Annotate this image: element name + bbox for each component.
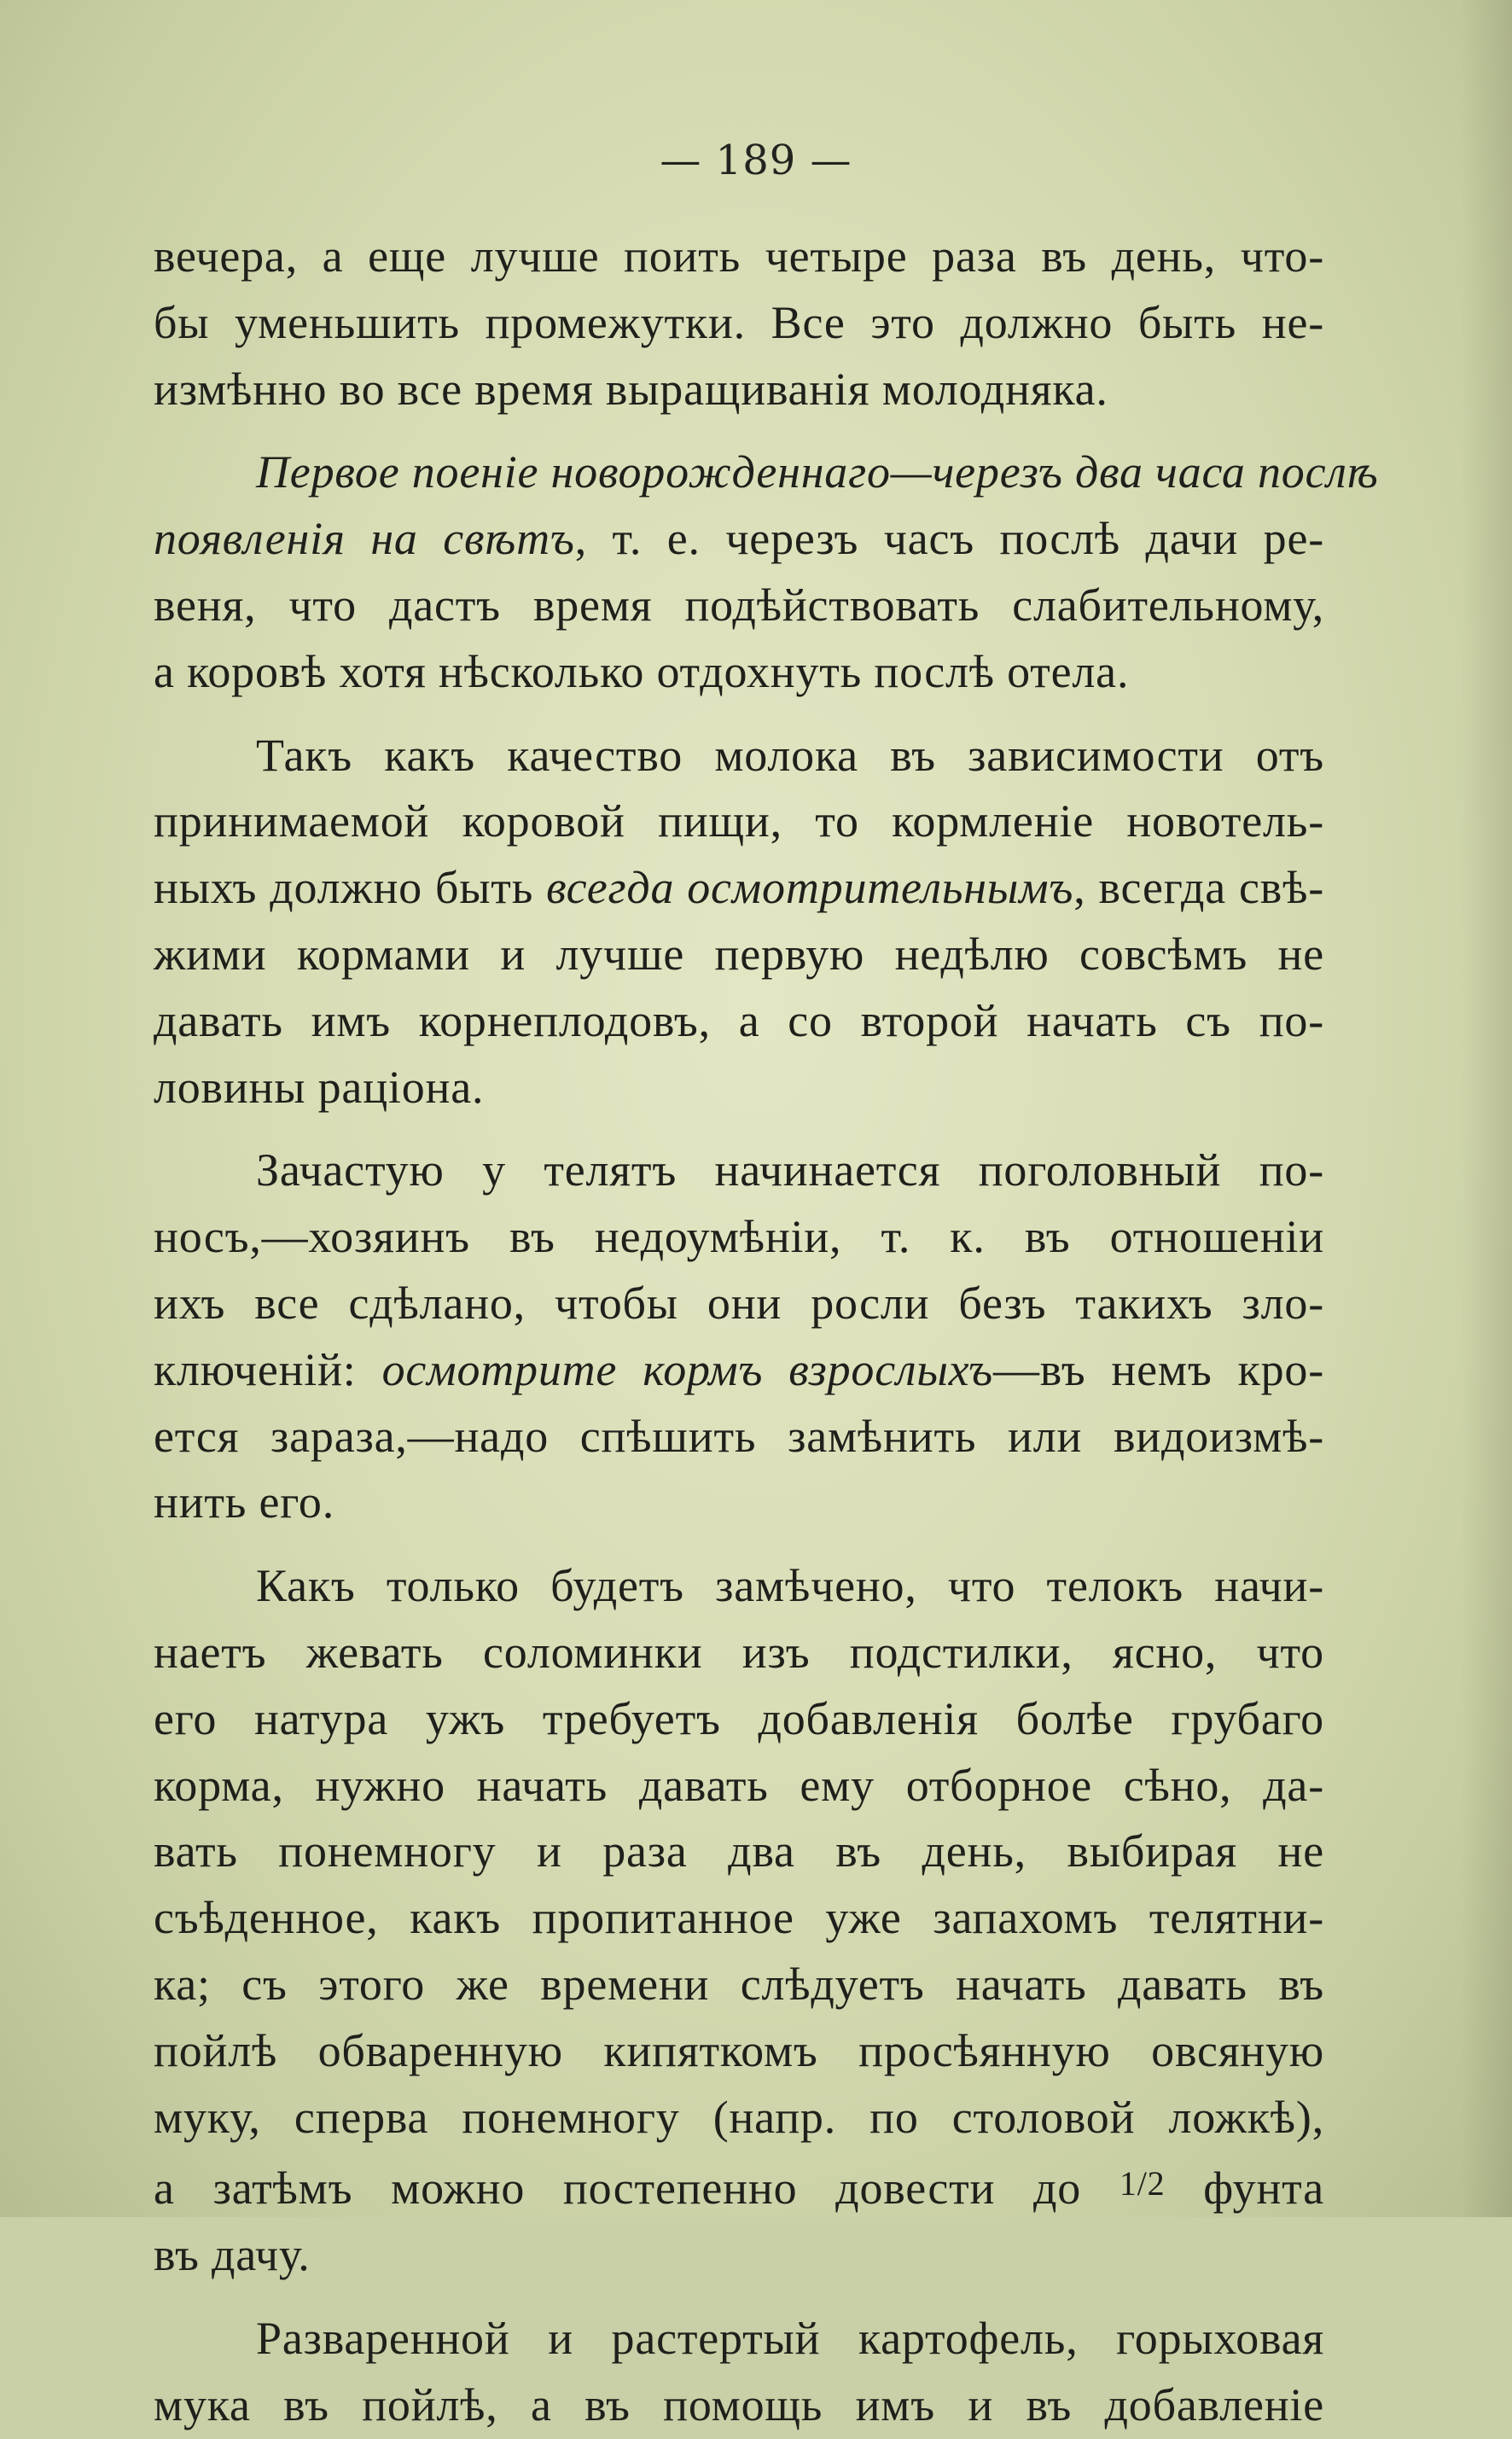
paragraph-gap <box>154 1536 1324 1553</box>
paragraph-gap <box>154 2289 1324 2306</box>
text-run: —въ немъ кро- <box>992 1343 1324 1395</box>
text-run: ка; съ этого же времени слѣдуетъ начать давать въ <box>154 1958 1324 2010</box>
text-line <box>154 224 1324 290</box>
paragraph-gap <box>154 1121 1324 1138</box>
text-run: ловины раціона. <box>154 1061 485 1113</box>
text-line <box>154 922 1324 988</box>
text-line <box>154 2222 1324 2289</box>
text-run: ихъ все сдѣлано, чтобы они росли безъ такихъ зло- <box>154 1277 1324 1329</box>
paragraph-gap <box>154 422 1324 439</box>
text-line <box>154 1138 1324 1204</box>
paragraph-gap <box>154 706 1324 723</box>
text-run: его натура ужъ требуетъ добавленія болѣе грубаго <box>154 1692 1324 1744</box>
text-line <box>154 1885 1324 1952</box>
text-line <box>154 2306 1324 2372</box>
text-run: муку, сперва понемногу (напр. по столовой ложкѣ), <box>154 2091 1324 2143</box>
text-run: ныхъ должно быть <box>154 862 547 914</box>
text-run: жими кормами и лучше первую недѣлю совсѣмъ не <box>154 928 1324 980</box>
text-line <box>154 290 1324 357</box>
text-line <box>154 1204 1324 1271</box>
text-run: вать понемногу и раза два въ день, выбирая не <box>154 1825 1324 1877</box>
text-run: бы уменьшить промежутки. Все это должно быть не- <box>154 296 1324 348</box>
text-line <box>154 1620 1324 1686</box>
text-line <box>154 723 1324 789</box>
text-run: ется зараза,—надо спѣшить замѣнить или видоизмѣ- <box>154 1410 1324 1462</box>
text-line <box>154 1271 1324 1337</box>
fraction-text: 1/2 <box>1119 2164 1166 2203</box>
text-line <box>154 506 1324 573</box>
text-line <box>154 1819 1324 1885</box>
paragraph <box>154 1553 1324 2289</box>
text-run: давать имъ корнеплодовъ, а со второй начать съ по- <box>154 994 1324 1046</box>
text-run: , всегда свѣ- <box>1073 862 1324 914</box>
text-line <box>154 2151 1324 2222</box>
paragraph <box>154 2306 1324 2439</box>
text-run: нить его. <box>154 1476 334 1528</box>
text-line <box>154 1404 1324 1470</box>
text-run: Какъ только будетъ замѣчено, что телокъ начи- <box>256 1560 1324 1612</box>
text-line <box>154 1055 1324 1121</box>
text-run: мука въ пойлѣ, а въ помощь имъ и въ добавленіе <box>154 2378 1324 2430</box>
text-line <box>154 1470 1324 1536</box>
text-run: ключеній: <box>154 1343 382 1395</box>
text-line <box>154 988 1324 1055</box>
text-run: въ дачу. <box>154 2229 311 2281</box>
text-run: фунта <box>1165 2163 1324 2215</box>
text-line <box>154 855 1324 922</box>
text-line <box>154 639 1324 706</box>
italic-text: Первое поеніе новорожденнаго—черезъ два часа послѣ <box>256 446 1379 498</box>
text-run: Такъ какъ качество молока въ зависимости отъ <box>256 729 1324 781</box>
text-line <box>154 1952 1324 2018</box>
text-run: веня, что дастъ время подѣйствовать слабительному, <box>154 579 1324 631</box>
text-line <box>154 1337 1324 1404</box>
text-line <box>154 1753 1324 1819</box>
text-run: измѣнно во все время выращиванія молодняка. <box>154 363 1108 415</box>
text-run: наетъ жевать соломинки изъ подстилки, ясно, что <box>154 1626 1324 1678</box>
text-line <box>154 789 1324 855</box>
text-run: а затѣмъ можно постепенно довести до <box>154 2163 1119 2215</box>
text-line <box>154 1686 1324 1753</box>
text-run: Разваренной и растертый картофель, горыховая <box>256 2312 1324 2364</box>
text-run: а коровѣ хотя нѣсколько отдохнуть послѣ отела. <box>154 645 1130 697</box>
text-line <box>154 1553 1324 1620</box>
page-number: — 189 — <box>660 137 852 184</box>
italic-text: появленія на свѣтъ <box>154 513 575 565</box>
text-run: съѣденное, какъ пропитанное уже запахомъ телятни- <box>154 1892 1324 1944</box>
paragraph <box>154 1138 1324 1536</box>
text-line <box>154 357 1324 423</box>
text-run: корма, нужно начать давать ему отборное сѣно, да- <box>154 1759 1324 1811</box>
italic-text: всегда осмотрительнымъ <box>546 862 1074 914</box>
text-run: Зачастую у телятъ начинается поголовный по- <box>256 1144 1324 1196</box>
paragraph <box>154 723 1324 1121</box>
text-run: носъ,—хозяинъ въ недоумѣніи, т. к. въ отношеніи <box>154 1211 1324 1263</box>
body-text <box>154 224 1379 2439</box>
paragraph <box>154 439 1379 705</box>
paragraph <box>154 224 1324 422</box>
text-line <box>154 2018 1324 2085</box>
text-line <box>154 573 1324 639</box>
text-run: , т. е. черезъ часъ послѣ дачи ре- <box>574 513 1324 565</box>
text-run: вечера, а еще лучше поить четыре раза въ день, что- <box>154 230 1324 282</box>
text-line <box>154 2085 1324 2151</box>
text-run: пойлѣ обваренную кипяткомъ просѣянную овсяную <box>154 2024 1324 2076</box>
text-line <box>154 439 1379 506</box>
text-line <box>154 2372 1324 2439</box>
italic-text: осмотрите кормъ взрослыхъ <box>381 1343 993 1395</box>
text-run: принимаемой коровой пищи, то кормленіе новотель- <box>154 795 1324 847</box>
page-edge-shadow <box>1461 0 1512 2217</box>
